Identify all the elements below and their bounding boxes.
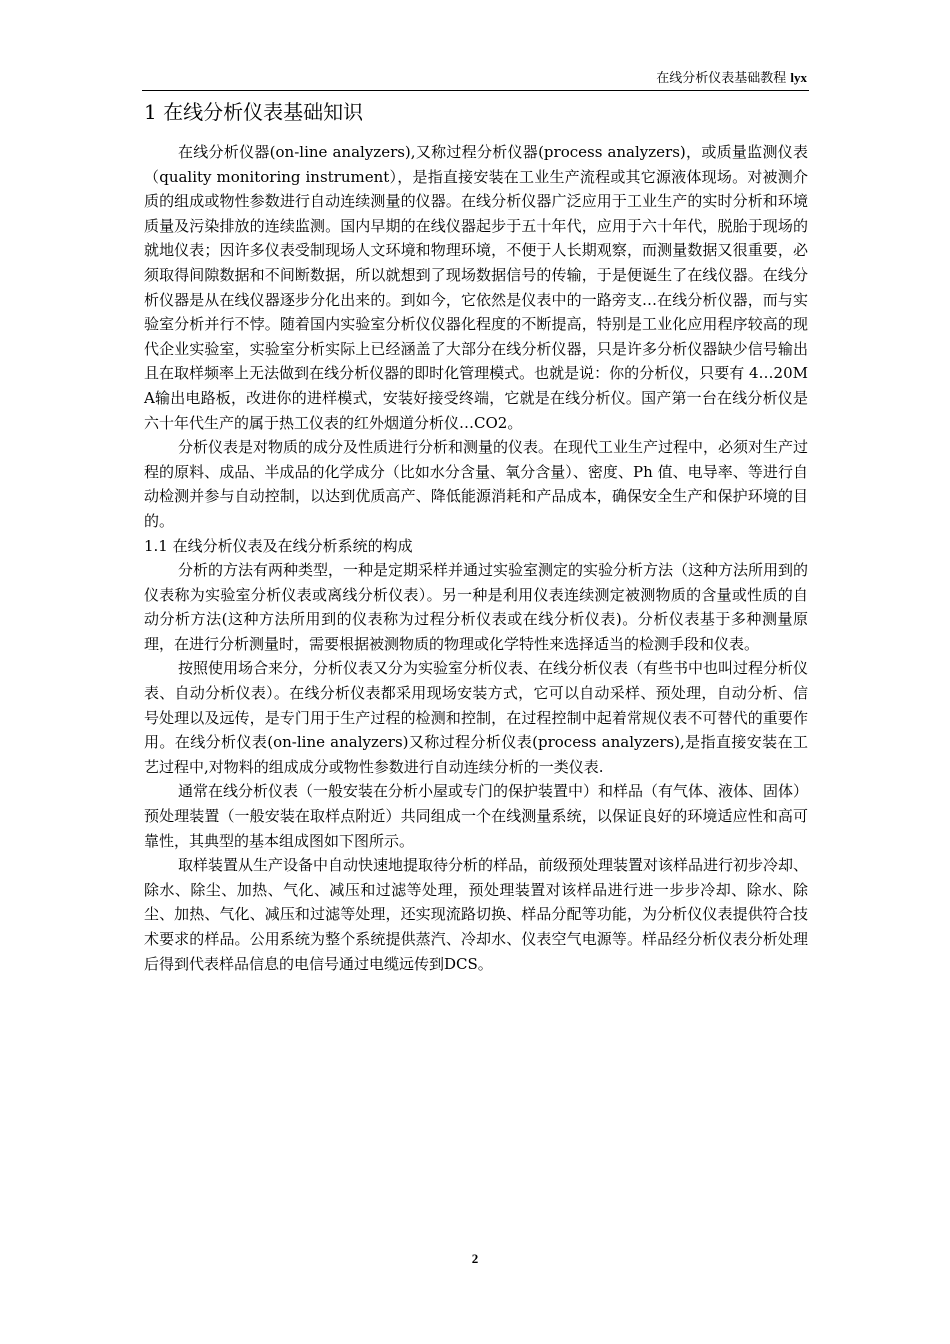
header-title: 在线分析仪表基础教程 — [656, 71, 787, 86]
header-text — [656, 70, 807, 87]
section-title: 1.1 在线分析仪表及在线分析系统的构成 — [144, 536, 413, 555]
page-number: 2 — [471, 1251, 479, 1266]
header-author: lyx — [790, 70, 807, 85]
section-paragraph-4: 取样装置从生产设备中自动快速地提取待分析的样品，前级预处理装置对该样品进行初步冷却、除水、除尘、加热、气化、减压和过滤等处理，预处理装置对该样品进行进一步步冷却、除水、除尘、加热、气化、减压和过滤等处理，还实现流路切换、样品分配等功能，为分析仪仪表提供符合技术要求的样品。公用系统为整个系统提供蒸汽、冷却水、仪表空气电源等。样品经分析仪表分析处理后得到代表样品信息的电信号通过电缆远传到DCS。 — [144, 856, 809, 973]
section-paragraph-2: 按照使用场合来分，分析仪表又分为实验室分析仪表、在线分析仪表（有些书中也叫过程分析仪表、自动分析仪表）。在线分析仪表都采用现场安装方式，它可以自动采样、预处理，自动分析、信号处理以及远传，是专门用于生产过程的检测和控制，在过程控制中起着常规仪表不可替代的重要作用。在线分析仪表(on-line analyzers)又称过程分析仪表(process analyzers),是指直接安装在工艺过程中,对物料的组成成分或物性参数进行自动连续分析的一类仪表. — [144, 659, 809, 776]
intro-paragraph-2: 分析仪表是对物质的成分及性质进行分析和测量的仪表。在现代工业生产过程中，必须对生产过程的原料、成品、半成品的化学成分（比如水分含量、氧分含量）、密度、Ph 值、电导率、等进行自动检测并参与自动控制，以达到优质高产、降低能源消耗和产品成本，确保安全生产和保护环境的目的。 — [144, 438, 809, 530]
intro-paragraph-1: 在线分析仪器(on-line analyzers),又称过程分析仪器(process analyzers)，或质量监测仪表（quality monitoring instrument），是指直接安装在工业生产流程或其它源液体现场。对被测介质的组成或物性参数进行自动连续测量的仪器。在线分析仪器广泛应用于工业生产的实时分析和环境质量及污染排放的连续监测。国内早期的在线仪器起步于五十年代，应用于六十年代，脱胎于现场的就地仪表；因许多仪表受制现场人文环境和物理环境，不便于人长期观察，而测量数据又很重要，必须取得间隙数据和不间断数据，所以就想到了现场数据信号的传输，于是便诞生了在线仪器。在线分析仪器是从在线仪器逐步分化出来的。到如今，它依然是仪表中的一路旁支…在线分析仪器，而与实验室分析并行不悖。随着国内实验室分析仪仪器化程度的不断提高，特别是工业化应用程序较高的现代企业实验室，实验室分析实际上已经涵盖了大部分在线分析仪器，只是许多分析仪器缺少信号输出且在取样频率上无法做到在线分析仪器的即时化管理模式。也就是说：你的分析仪，只要有 4…20MA输出电路板，改进你的进样模式，安装好接受终端，它就是在线分析仪。国产第一台在线分析仪是六十年代生产的属于热工仪表的红外烟道分析仪…CO2。 — [144, 143, 808, 432]
document-body — [144, 98, 808, 976]
section-paragraph-1: 分析的方法有两种类型，一种是定期采样并通过实验室测定的实验分析方法（这种方法所用到的仪表称为实验室分析仪表或离线分析仪表）。另一种是利用仪表连续测定被测物质的含量或性质的自动分析方法(这种方法所用到的仪表称为过程分析仪表或在线分析仪表)。分析仪表基于多种测量原理，在进行分析测量时，需要根据被测物质的物理或化学特性来选择适当的检测手段和仪表。 — [144, 561, 809, 653]
chapter-title: 1 在线分析仪表基础知识 — [144, 100, 364, 124]
section-paragraph-3: 通常在线分析仪表（一般安装在分析小屋或专门的保护装置中）和样品（有气体、液体、固体）预处理装置（一般安装在取样点附近）共同组成一个在线测量系统，以保证良好的环境适应性和高可靠性，其典型的基本组成图如下图所示。 — [144, 782, 809, 850]
page-header — [142, 68, 809, 91]
